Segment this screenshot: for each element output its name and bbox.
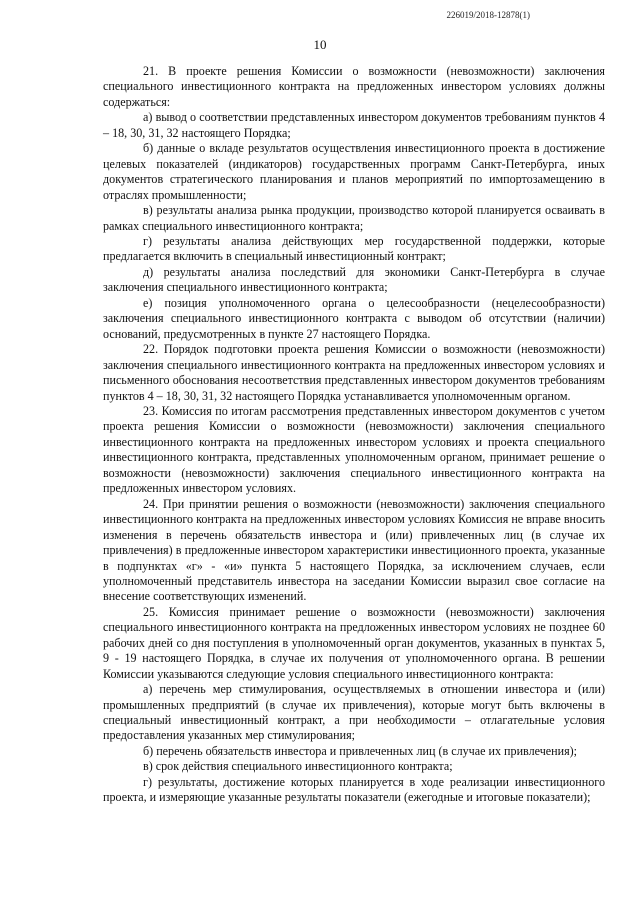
paragraph-25-v: в) срок действия специального инвестиционного контракта; bbox=[143, 759, 453, 774]
paragraph-25-g: г) результаты, достижение которых планируется в ходе реализации инвестиционного проекта, и измеряющие указанные результаты показатели (ежегодные и итоговые показатели); bbox=[103, 774, 605, 805]
paragraph-21-v: в) результаты анализа рынка продукции, производство которой планируется осваивать в рамках специального инвестиционного контракта; bbox=[103, 203, 605, 233]
paragraph-22: 22. Порядок подготовки проекта решения Комиссии о возможности (невозможности) заключения специального инвестиционного контракта на предложенных инвестором условиях и письменного обоснования несоответствия представленных инвестором документов требованиям пунктов 4 – 18, 30, 31, 32 настоящего Порядка устанавливается уполномоченным органом. bbox=[103, 342, 605, 403]
paragraph-25-b: б) перечень обязательств инвестора и привлеченных лиц (в случае их привлечения); bbox=[143, 743, 578, 758]
paragraph-25: 25. Комиссия принимает решение о возможности (невозможности) заключения специального инвестиционного контракта на предложенных инвестором условиях не позднее 60 рабочих дней со дня поступления в уполномоченный орган документов, указанных в пунктах 5, 9 - 19 настоящего Порядка, в случае их получения от уполномоченного органа. В решении Комиссии указываются следующие условия специального инвестиционного контракта: bbox=[103, 604, 605, 681]
paragraph-21-e: е) позиция уполномоченного органа о целесообразности (нецелесообразности) заключения специального инвестиционного контракта с выводом об отсутствии (наличии) оснований, предусмотренных в пункте 27 настоящего Порядка. bbox=[103, 295, 605, 341]
document-body bbox=[103, 64, 605, 806]
paragraph-21-d: д) результаты анализа последствий для экономики Санкт-Петербурга в случае заключения специального инвестиционного контракта; bbox=[103, 264, 605, 295]
paragraph-21-b: б) данные о вкладе результатов осуществления инвестиционного проекта в достижение целевых показателей (индикаторов) государственных программ Санкт-Петербурга, иных документов стратегического планирования и планов мероприятий по импортозамещению в отраслях промышленности; bbox=[103, 141, 605, 202]
document-id: 226019/2018-12878(1) bbox=[446, 10, 530, 20]
paragraph-21-a: а) вывод о соответствии представленных инвестором документов требованиям пунктов 4 – 18, 30, 31, 32 настоящего Порядка; bbox=[103, 110, 605, 140]
page-number: 10 bbox=[313, 37, 327, 52]
paragraph-25-a: а) перечень мер стимулирования, осуществляемых в отношении инвестора и (или) промышленных предприятий (в случае их привлечения), которые могут быть включены в специальный инвестиционный контракт, а при необходимости – отлагательные условия предоставления указанных мер стимулирования; bbox=[103, 682, 605, 743]
paragraph-23: 23. Комиссия по итогам рассмотрения представленных инвестором документов с учетом проекта решения Комиссии о возможности (невозможности) заключения специального инвестиционного контракта на предложенных инвестором условиях и проекта специального инвестиционного контракта, представленных уполномоченным органом, принимает решение о возможности (невозможности) заключения специального инвестиционного контракта на предложенных инвестором условиях. bbox=[103, 403, 605, 496]
paragraph-21-g: г) результаты анализа действующих мер государственной поддержки, которые предлагается включить в специальный инвестиционный контракт; bbox=[103, 233, 605, 264]
paragraph-21: 21. В проекте решения Комиссии о возможности (невозможности) заключения специального инвестиционного контракта на предложенных инвестором условиях должны содержаться: bbox=[103, 64, 605, 109]
paragraph-24: 24. При принятии решения о возможности (невозможности) заключения специального инвестиционного контракта на предложенных инвестором условиях Комиссия не вправе вносить изменения в перечень обязательств инвестора и (или) привлеченных лиц (в случае их привлечения) в предложенные инвестором характеристики инвестиционного проекта, указанные в подпунктах «г» - «и» пункта 5 настоящего Порядка, за исключением случаев, если уполномоченный представитель инвестора на заседании Комиссии выразил свое согласие на внесение соответствующих изменений. bbox=[103, 496, 605, 604]
